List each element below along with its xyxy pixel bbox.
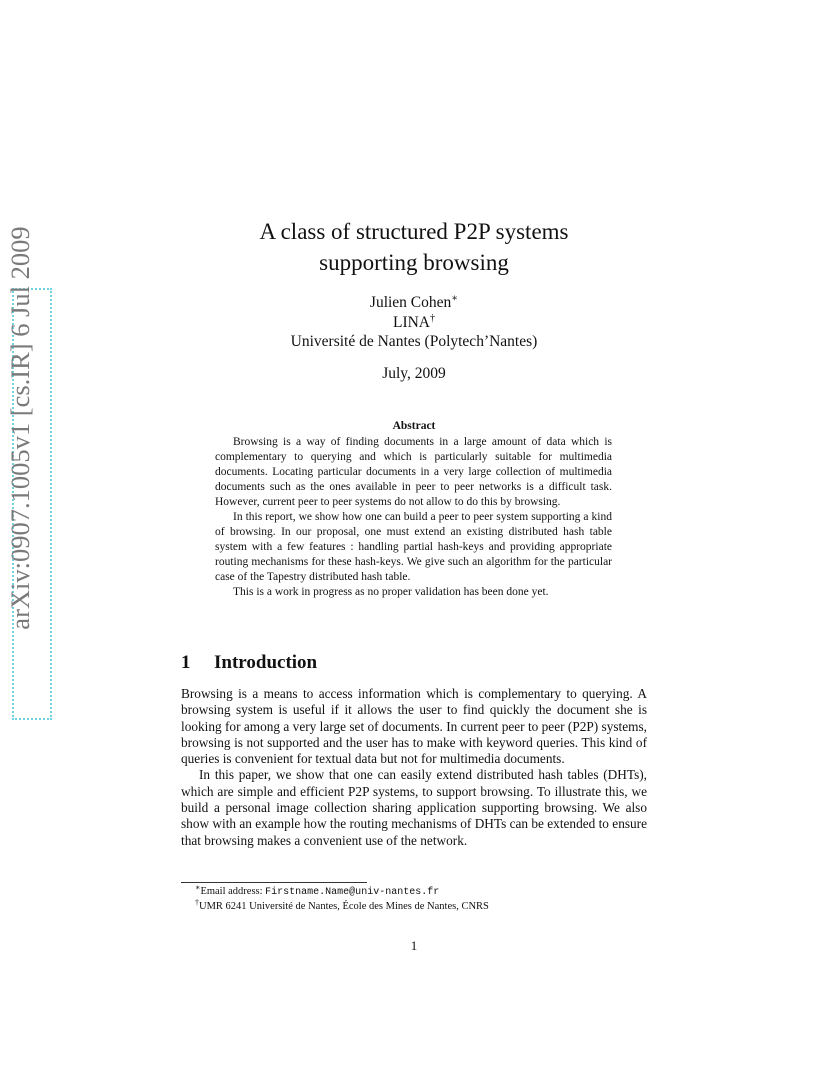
author-name: Julien Cohen [369,294,452,311]
author-lab: LINA [392,313,431,331]
author-line [160,293,668,313]
footnote-1-mark: ∗ [195,883,201,892]
abstract-paragraph-2: In this report, we show how one can build a peer to peer system supporting a kind of browsing. In our proposal, one must extend an existing distributed hash table system with a few features : handling partial hash-keys and providing appropriate routing mechanisms for these hash-keys. We give such an algorithm for the particular case of the Tapestry distributed hash table. [215,511,612,583]
title-line-2: supporting browsing [319,250,509,275]
footnote-1-email: Firstname.Name@univ-nantes.fr [265,887,440,898]
section-heading [181,651,651,675]
body-paragraph-1: Browsing is a means to access information which is complementary to querying. A browsing system is useful if it allows the user to find quickly the document she is looking for among a very large set of documents. In current peer to peer (P2P) systems, browsing is not supported and the user has to make with keyword queries. This kind of queries is convenient for textual data but not for multimedia documents. [181,686,647,767]
paper-title [160,216,668,278]
author-footnote-mark: ∗ [451,293,459,304]
abstract-heading: Abstract [392,420,436,432]
footnote-rule [181,882,367,883]
paper-date: July, 2009 [382,365,446,382]
lab-line [160,313,668,333]
title-line-1: A class of structured P2P systems [259,219,569,244]
abstract-paragraph-3: This is a work in progress as no proper validation has been done yet. [233,586,549,598]
abstract-body [215,435,612,600]
footnote-1 [195,885,650,900]
footnote-2-mark: † [195,898,199,907]
footnote-2-text: UMR 6241 Université de Nantes, École des Mines de Nantes, CNRS [199,901,489,912]
arxiv-stamp-text: arXiv:0907.1005v1 [cs.IR] 6 Jul 2009 [5,226,35,630]
footnote-2 [195,900,650,914]
body-paragraph-2: In this paper, we show that one can easily extend distributed hash tables (DHTs), which are simple and efficient P2P systems, to support browsing. To illustrate this, we build a personal image collection sharing application supporting browsing. We also show with an example how the routing mechanisms of DHTs can be extended to ensure that browsing makes a convenient use of the network. [181,767,647,848]
footnote-1-label: Email address: [200,886,266,897]
author-block [160,293,668,352]
abstract-paragraph-1: Browsing is a way of finding documents in a large amount of data which is complementary to querying and which is particularly suitable for multimedia documents. Locating particular documents in a very large collection of multimedia documents such as the ones available in peer to peer networks is a difficult task. However, current peer to peer systems do not allow to do this by browsing. [215,436,612,508]
section-body [181,686,647,849]
footnotes [195,885,650,914]
section-number: 1 [181,652,191,673]
page-number: 1 [410,938,418,953]
lab-footnote-mark: † [430,312,436,324]
section-title: Introduction [214,652,318,673]
author-university: Université de Nantes (Polytech’Nantes) [290,333,538,350]
